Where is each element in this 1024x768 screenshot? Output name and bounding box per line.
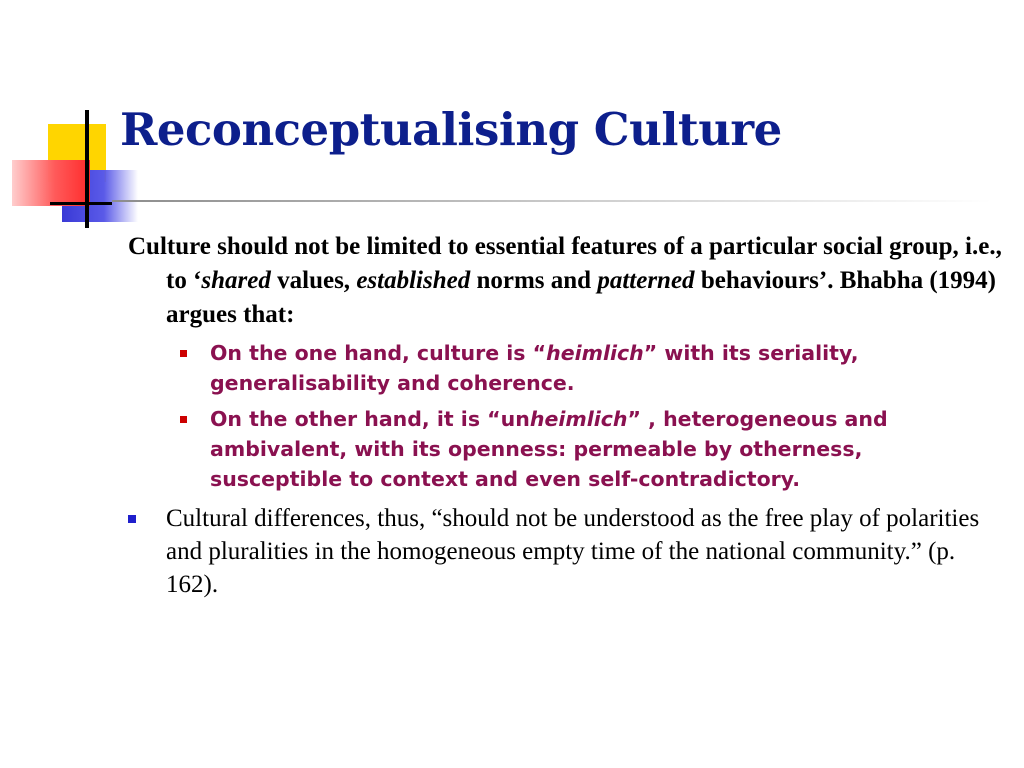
lead-italic-patterned: patterned — [597, 267, 695, 294]
sub-bullet-1-italic: heimlich — [546, 341, 644, 365]
sub-bullet-1-text-1: On the one hand, culture is “ — [210, 341, 547, 365]
square-bullet-icon — [180, 416, 187, 423]
main-bullet-item — [128, 502, 984, 601]
sub-bullet-1-text-2: ” with its seriality, generalisability and coherence. — [210, 341, 859, 395]
lead-paragraph — [128, 230, 1008, 332]
lead-text-4: behaviours’. Bhabha (1994) argues that: — [166, 267, 997, 328]
lead-text-1: Culture should not be limited to essential features of a particular social group, i.e., to ‘ — [128, 233, 1002, 294]
sub-bullet-2-italic: heimlich — [529, 407, 628, 431]
lead-italic-established: established — [356, 267, 471, 294]
sub-bullet-2-text-1: On the other hand, it is “un — [210, 407, 530, 431]
slide-body — [128, 230, 1008, 601]
square-bullet-icon — [180, 350, 187, 357]
sub-bullet-list — [128, 338, 1008, 494]
lead-text-3: norms and — [470, 267, 598, 294]
lead-text-2: values, — [270, 267, 357, 294]
sub-bullet-item-1 — [128, 338, 1000, 398]
title-divider — [112, 200, 992, 202]
square-bullet-icon — [128, 515, 136, 523]
main-bullet-text: Cultural differences, thus, “should not be understood as the free play of polarities and pluralities in the homogeneous empty time of the national community.” (p. 162). — [166, 505, 980, 598]
sub-bullet-item-2 — [128, 404, 1000, 494]
slide-title: Reconceptualising Culture — [120, 103, 782, 156]
ornament-horizontal-line — [50, 202, 112, 205]
ornament-red-square — [12, 160, 90, 206]
ornament-vertical-line — [85, 110, 89, 228]
lead-italic-shared: shared — [201, 267, 271, 294]
sub-bullet-2-text-2: ” , heterogeneous and ambivalent, with its openness: permeable by otherness, susceptible to context and even self-contradictory. — [210, 407, 888, 491]
